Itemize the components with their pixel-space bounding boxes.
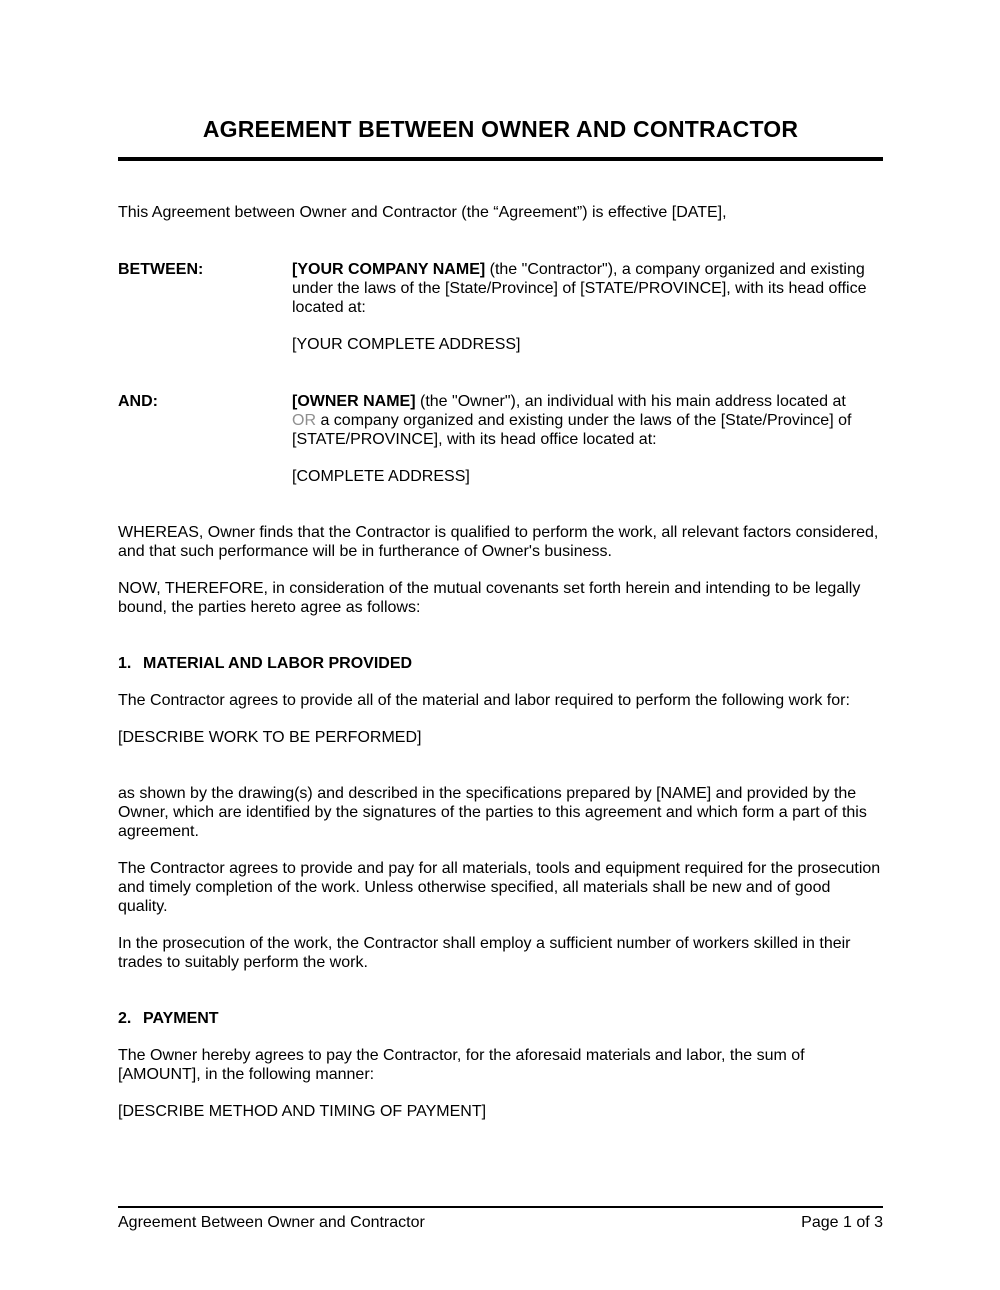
section-1-number: 1.: [118, 654, 132, 672]
party-and-address-placeholder: [COMPLETE ADDRESS]: [292, 467, 470, 485]
party-and-description-part2: a company organized and existing under the laws of the [State/Province] of [STATE/PROVINCE], with its head office located at:: [292, 411, 852, 448]
whereas-recital: WHEREAS, Owner finds that the Contractor is qualified to perform the work, all relevant factors considered, and that such performance will be in furtherance of Owner's business.: [118, 523, 879, 560]
or-word: OR: [292, 411, 316, 429]
party-and-description: [292, 392, 877, 449]
section-1-heading-text: MATERIAL AND LABOR PROVIDED: [143, 654, 413, 672]
party-between-description-text: (the "Contractor"), a company organized and existing under the laws of the [State/Province] of [STATE/PROVINCE], with its head office located at:: [292, 260, 867, 316]
owner-name-placeholder: [OWNER NAME]: [292, 392, 416, 410]
party-between-address-placeholder: [YOUR COMPLETE ADDRESS]: [292, 335, 521, 353]
intro-paragraph: This Agreement between Owner and Contractor (the “Agreement”) is effective [DATE],: [118, 203, 727, 221]
section-2-number: 2.: [118, 1009, 132, 1027]
section-1-paragraph: as shown by the drawing(s) and described in the specifications prepared by [NAME] and provided by the Owner, which are identified by the signatures of the parties to this agreement and which form a part of this agreement.: [118, 784, 867, 840]
footer-document-title: Agreement Between Owner and Contractor: [118, 1214, 425, 1231]
section-1-paragraph: The Contractor agrees to provide all of the material and labor required to perform the following work for:: [118, 691, 850, 709]
party-between-label: BETWEEN:: [118, 260, 204, 278]
party-between-row: [118, 260, 883, 354]
party-and-body: [292, 392, 877, 486]
section-1-paragraph: The Contractor agrees to provide and pay for all materials, tools and equipment required for the prosecution and timely completion of the work. Unless otherwise specified, all materials shall be new and of good quality.: [118, 859, 881, 915]
section-2-heading: [118, 1009, 883, 1028]
describe-payment-placeholder: [DESCRIBE METHOD AND TIMING OF PAYMENT]: [118, 1102, 487, 1120]
document-title: AGREEMENT BETWEEN OWNER AND CONTRACTOR: [202, 116, 799, 142]
section-1-heading: [118, 654, 883, 673]
party-between-description: [292, 260, 877, 317]
company-name-placeholder: [YOUR COMPANY NAME]: [292, 260, 486, 278]
footer-rule: [118, 1206, 883, 1208]
section-2-heading-text: PAYMENT: [143, 1009, 219, 1027]
footer-page-number: Page 1 of 3: [801, 1214, 883, 1231]
party-and-or-line: [292, 411, 877, 449]
party-between-body: [292, 260, 877, 354]
section-2-paragraph: The Owner hereby agrees to pay the Contractor, for the aforesaid materials and labor, the sum of [AMOUNT], in the following manner:: [118, 1046, 805, 1083]
now-therefore-recital: NOW, THEREFORE, in consideration of the mutual covenants set forth herein and intending to be legally bound, the parties hereto agree as follows:: [118, 579, 861, 616]
party-and-row: [118, 392, 883, 486]
title-rule: [118, 157, 883, 161]
party-and-label: AND:: [118, 392, 158, 410]
describe-work-placeholder: [DESCRIBE WORK TO BE PERFORMED]: [118, 728, 422, 746]
party-and-description-part1: (the "Owner"), an individual with his main address located at: [415, 392, 846, 410]
footer-row: [118, 1213, 883, 1232]
section-1-paragraph: In the prosecution of the work, the Contractor shall employ a sufficient number of workers skilled in their trades to suitably perform the work.: [118, 934, 851, 971]
page-footer: [118, 1206, 883, 1232]
